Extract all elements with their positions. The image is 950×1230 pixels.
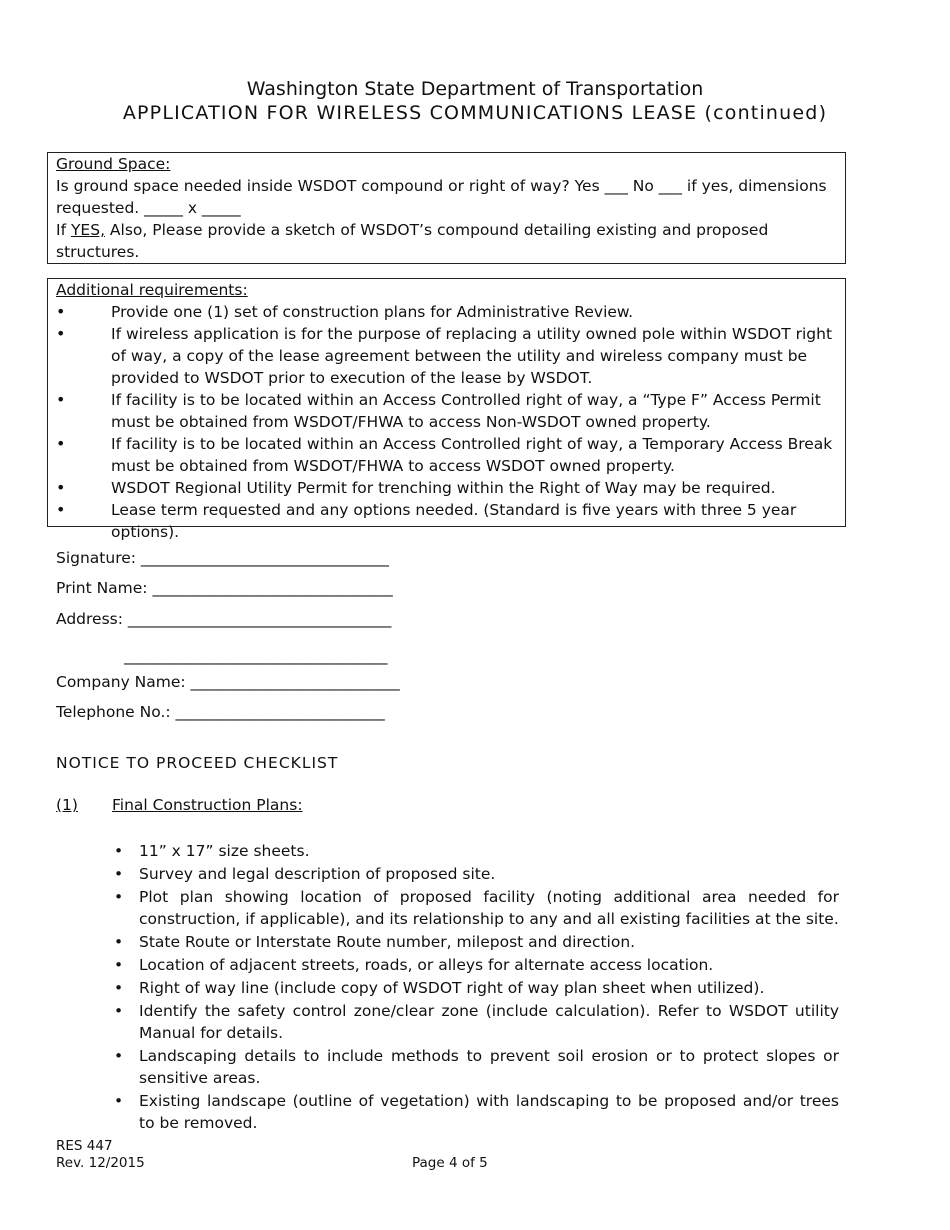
plan-item: • Plot plan showing location of proposed facility (noting additional area needed for construction, if applicable), and its relationship to any and all existing facilities at the site.	[112, 886, 839, 930]
requirements-list	[56, 301, 837, 543]
additional-requirements-section	[47, 278, 846, 541]
plan-item: • Survey and legal description of proposed site.	[112, 863, 839, 885]
plan-item: • State Route or Interstate Route number, milepost and direction.	[112, 931, 839, 953]
plan-item: • Location of adjacent streets, roads, or alleys for alternate access location.	[112, 954, 839, 976]
form-revision: Rev. 12/2015	[56, 1155, 145, 1171]
sketch-note-prefix: If	[56, 221, 71, 239]
plan-item: • Existing landscape (outline of vegetation) with landscaping to be proposed and/or trees to be removed.	[112, 1090, 839, 1134]
ground-space-section	[47, 152, 846, 264]
section-title: Final Construction Plans:	[112, 796, 303, 814]
telephone-field[interactable]: Telephone No.: ___________________________	[56, 703, 385, 721]
requirement-item: • WSDOT Regional Utility Permit for trenching within the Right of Way may be required.	[56, 477, 837, 499]
construction-plans-list	[112, 840, 839, 1135]
form-title: APPLICATION FOR WIRELESS COMMUNICATIONS LEASE (continued)	[122, 102, 828, 124]
requirement-item: • If wireless application is for the purpose of replacing a utility owned pole within WSDOT right of way, a copy of the lease agreement between the utility and wireless company must be provided to WSDOT prior to execution of the lease by WSDOT.	[56, 323, 837, 389]
address-line-2-field[interactable]: __________________________________	[124, 647, 388, 665]
section-number: (1)	[56, 796, 78, 814]
additional-requirements-heading: Additional requirements:	[56, 281, 248, 299]
notice-checklist-title: NOTICE TO PROCEED CHECKLIST	[56, 754, 339, 772]
requirement-item: • Provide one (1) set of construction plans for Administrative Review.	[56, 301, 837, 323]
ground-space-heading: Ground Space:	[56, 155, 171, 173]
sketch-note-yes: YES,	[70, 221, 105, 239]
agency-name: Washington State Department of Transportation	[246, 78, 704, 100]
address-field[interactable]: Address: __________________________________	[56, 610, 392, 628]
plan-item: • Right of way line (include copy of WSDOT right of way plan sheet when utilized).	[112, 977, 839, 999]
sketch-note-rest: Also, Please provide a sketch of WSDOT’s compound detailing existing and proposed structures.	[56, 221, 769, 261]
plan-item: • Landscaping details to include methods to prevent soil erosion or to protect slopes or sensitive areas.	[112, 1045, 839, 1089]
plan-item: • 11” x 17” size sheets.	[112, 840, 839, 862]
requirement-item: • Lease term requested and any options needed. (Standard is five years with three 5 year options).	[56, 499, 837, 543]
requirement-item: • If facility is to be located within an Access Controlled right of way, a “Type F” Access Permit must be obtained from WSDOT/FHWA to access Non-WSDOT owned property.	[56, 389, 837, 433]
print-name-field[interactable]: Print Name: _______________________________	[56, 579, 393, 597]
company-name-field[interactable]: Company Name: ___________________________	[56, 673, 400, 691]
footer-form-info	[56, 1138, 145, 1172]
plan-item: • Identify the safety control zone/clear zone (include calculation). Refer to WSDOT utility Manual for details.	[112, 1000, 839, 1044]
signature-field[interactable]: Signature: ________________________________	[56, 549, 389, 567]
ground-space-sketch-note	[56, 219, 837, 263]
page-number: Page 4 of 5	[412, 1155, 488, 1171]
requirement-item: • If facility is to be located within an Access Controlled right of way, a Temporary Access Break must be obtained from WSDOT/FHWA to access WSDOT owned property.	[56, 433, 837, 477]
form-id: RES 447	[56, 1138, 113, 1154]
ground-space-question: Is ground space needed inside WSDOT compound or right of way? Yes ___ No ___ if yes, dimensions requested. _____ x _____	[56, 177, 827, 217]
